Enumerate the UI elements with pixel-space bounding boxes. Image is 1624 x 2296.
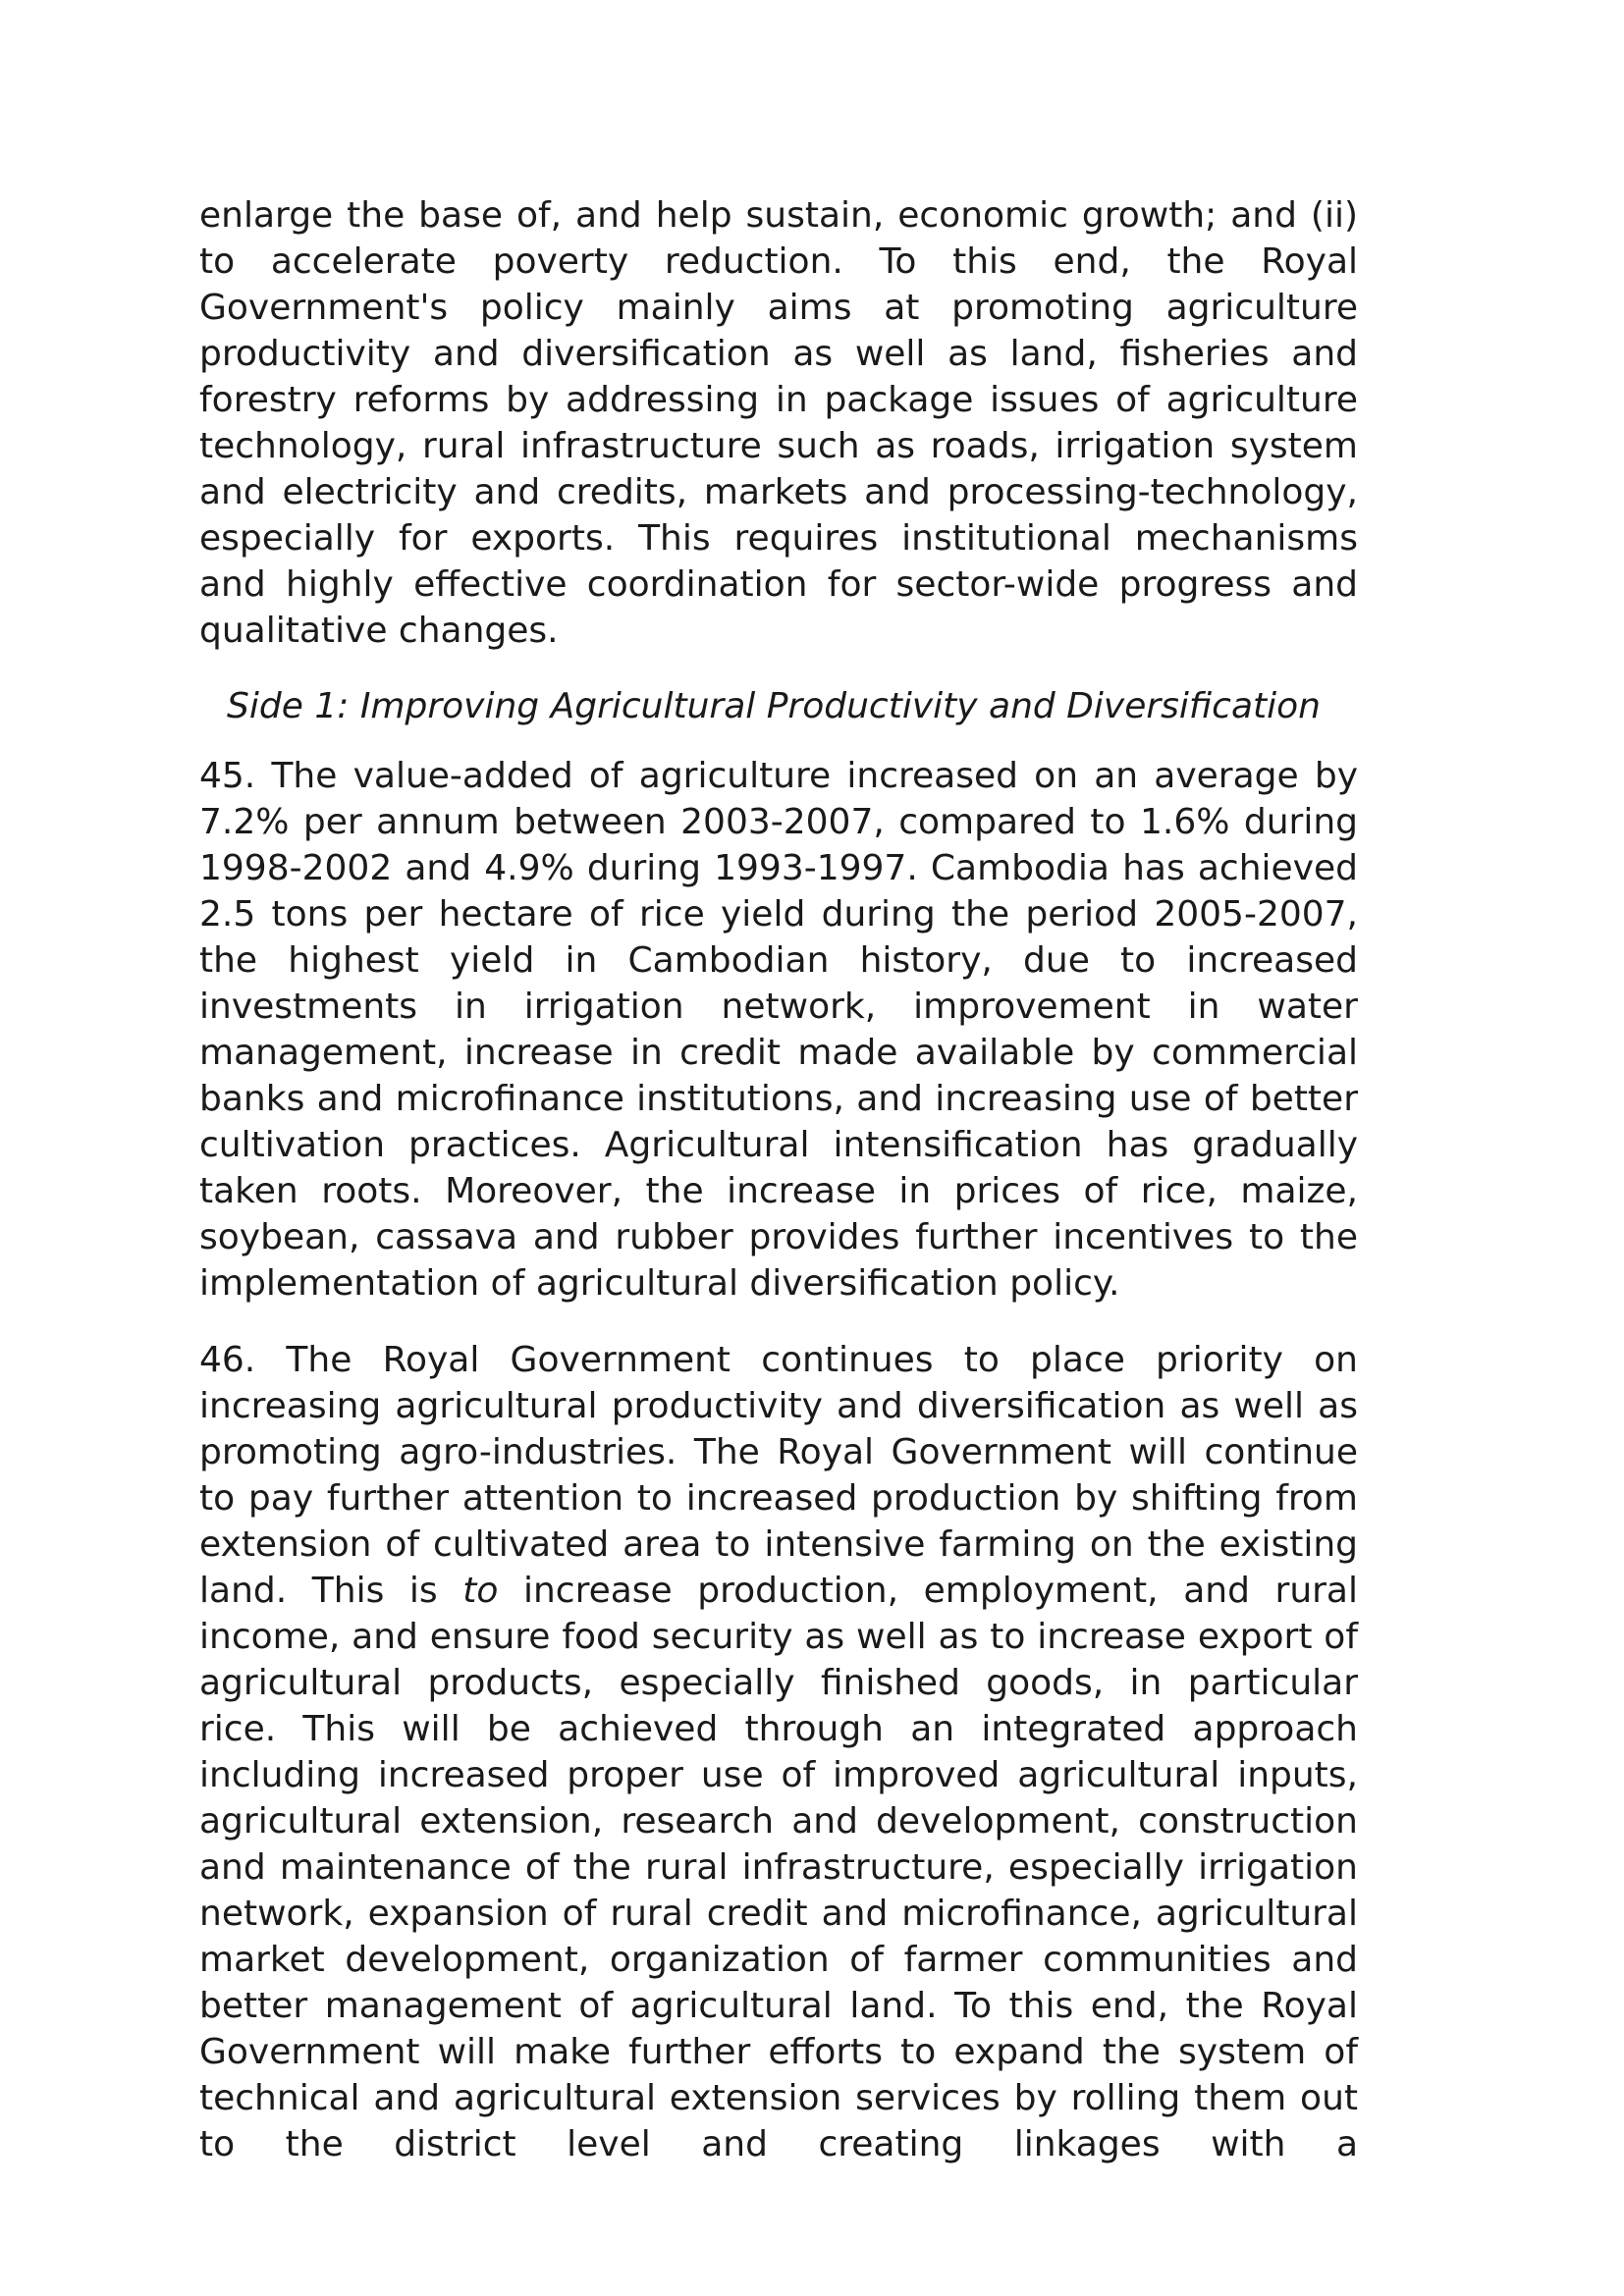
paragraph-intro: enlarge the base of, and help sustain, economic growth; and (ii) to accelerate poverty reduction. To this end, the Royal Government's policy mainly aims at promoting agriculture productivity and diversification as well as land, fisheries and forestry reforms by addressing in package issues of agriculture technology, rural infrastructure such as roads, irrigation system and electricity and credits, markets and processing-technology, especially for exports. This requires institutional mechanisms and highly effective coordination for sector-wide progress and qualitative changes.: [199, 195, 1358, 651]
document-page: [199, 192, 1358, 2167]
paragraph-46-italic-word: to: [462, 1571, 499, 1611]
paragraph-46-text-b: increase production, employment, and rural income, and ensure food security as well as to increase export of agricultural products, especially finished goods, in particular rice. This will be achieved through an integrated approach including increased proper use of improved agricultural inputs, agricultural extension, research and development, construction and maintenance of the rural infrastructure, especially irrigation network, expansion of rural credit and microfinance, agricultural market development, organization of farmer communities and better management of agricultural land. To this end, the Royal Government will make further efforts to expand the system of technical and agricultural extension services by rolling them out to the district level and creating linkages with a: [199, 1571, 1358, 2164]
section-title: Improving Agricultural Productivity and Diversification: [359, 686, 1321, 726]
section-heading: [199, 683, 1358, 729]
paragraph-46: [199, 1337, 1358, 2167]
paragraph-46-text-a: 46. The Royal Government continues to place priority on increasing agricultural productivity and diversification as well as promoting agro-industries. The Royal Government will continue to pay further attention to increased production by shifting from extension of cultivated area to intensive farming on the existing land. This is: [199, 1340, 1358, 1611]
paragraph-45: 45. The value-added of agriculture increased on an average by 7.2% per annum between 2003-2007, compared to 1.6% during 1998-2002 and 4.9% during 1993-1997. Cambodia has achieved 2.5 tons per hectare of rice yield during the period 2005-2007, the highest yield in Cambodian history, due to increased investments in irrigation network, improvement in water management, increase in credit made available by commercial banks and microfinance institutions, and increasing use of better cultivation practices. Agricultural intensification has gradually taken roots. Moreover, the increase in prices of rice, maize, soybean, cassava and rubber provides further incentives to the implementation of agricultural diversification policy.: [199, 756, 1358, 1304]
section-side-label: Side 1:: [227, 686, 350, 726]
